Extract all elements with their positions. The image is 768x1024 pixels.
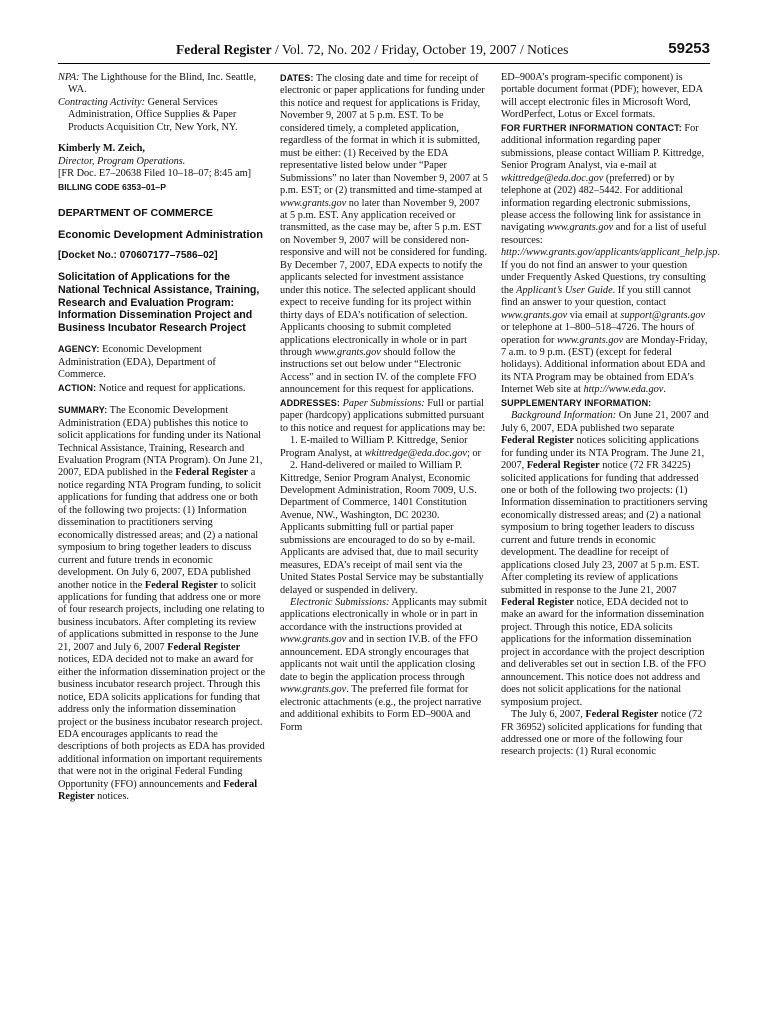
column-3 [501,72,720,759]
docket-number: [Docket No.: 070607177–7586–02] [58,249,218,261]
contact-section: FOR FURTHER INFORMATION CONTACT: For additional information regarding paper submissions, please contact William P. Kittredge, Senior Program Analyst, via e-mail at wkittredge@eda.doc.gov (preferred) or by telephone at (202) 482–5442. For additional information regarding electronic submissions, please access the following link for assistance in navigating www.grants.gov and for a list of useful resources: http://www.grants.gov/applicants/applicant_help.jsp. If you do not find an answer to your question under Frequently Asked Questions, try consulting the Applicant’s User Guide. If you still cannot find an answer to your question, contact www.grants.gov via email at support@grants.gov or telephone at 1–800–518–4726. The hours of operation for www.grants.gov are Monday-Friday, 7 a.m. to 9 p.m. (EST) (except for federal holidays). Additional information about EDA and its NTA Program may be obtained from EDA’s Internet Web site at http://www.eda.gov. [501,122,720,396]
address-item-1: 1. E-mailed to William P. Kittredge, Senior Program Analyst, at wkittredge@eda.doc.gov; or [280,435,481,459]
document-title: Solicitation of Applications for the National Technical Assistance, Training, Research and Evaluation Program: Information Dissemination Project and Business Incubator Research Project [58,271,260,334]
signer-title: Director, Program Operations. [58,155,186,167]
mail-paragraph: Applicants submitting full or partial paper submissions are encouraged to do so by e-mail. Applicants are advised that, due to mail security measures, EDA’s receipt of mail sent via the United States Postal Service may be substantially delayed or suspended in delivery. [280,522,484,596]
column-1 [58,72,266,804]
action-section: ACTION: Notice and request for applications. [58,382,246,394]
page-number: 59253 [668,40,710,57]
signer-name: Kimberly M. Zeich, [58,143,145,155]
agency-section: AGENCY: Economic Development Administration (EDA), Department of Commerce. [58,344,216,381]
addresses-section: ADDRESSES: Paper Submissions: Full or partial paper (hardcopy) applications submitted pursuant to this notice and request for applications may be: [280,397,486,434]
continued-paragraph: ED–900A’s program-specific component) is portable document format (PDF); however, EDA will accept electronic files in Microsoft Word, WordPerfect, Lotus or Excel formats. [501,72,703,121]
contracting-activity: Contracting Activity: General Services Administration, Office Supplies & Paper Products Acquisition Ctr, New York, NY. [58,96,238,133]
dates-section: DATES: The closing date and time for receipt of electronic or paper applications for funding under this notice and request for applications is Friday, November 9, 2007 at 5 p.m. EST. To be considered timely, a completed application, regardless of the format in which it is submitted, must be either: (1) Received by the EDA representative listed below under “Paper Submissions” no later than November 9, 2007 at 5 p.m. EST; or (2) transmitted and time-stamped at www.grants.gov no later than November 9, 2007 at 5 p.m. EST. Any application received or transmitted, as the case may be, after 5 p.m. EST on November 9, 2007 will be considered non-responsive and will not be considered for funding. By December 7, 2007, EDA expects to notify the applicants selected for investment assistance under this notice. The selected applicant should expect to receive funding for its project within thirty days of EDA’s notification of selection. Applicants choosing to submit completed applications electronically in whole or in part through www.grants.gov should follow the instructions set out below under “Electronic Access” and in section IV. of the complete FFO announcement for this request for applications. [280,73,488,396]
issue-info: / Vol. 72, No. 202 / Friday, October 19, 2007 / Notices [271,42,569,57]
fr-doc-line: [FR Doc. E7–20638 Filed 10–18–07; 8:45 am] [58,168,252,180]
running-header [58,40,710,62]
npa-line: NPA: The Lighthouse for the Blind, Inc. Seattle, WA. [58,72,257,96]
electronic-paragraph: Electronic Submissions: Applicants may submit applications electronically in whole or in part in accordance with the instructions provided at www.grants.gov and in section IV.B. of the FFO announcement. EDA strongly encourages that applicants not wait until the application closing date to begin the application process through www.grants.gov. The preferred file format for electronic attachments (e.g., the project narrative and additional exhibits to Form ED–900A and Form [280,597,487,733]
background-paragraph: Background Information: On June 21, 2007 and July 6, 2007, EDA published two separate Federal Register notices soliciting applications for funding under its NTA Program. The June 21, 2007, Federal Register notice (72 FR 34225) solicited applications for funding that addressed one or both of the following two projects: (1) Information dissemination to practitioners serving economically distressed areas; and (2) a national symposium to bring together leaders to discuss current and future trends in economic development. The deadline for receipt of applications closed July 23, 2007 at 5 p.m. EST. After completing its review of applications submitted in response to the June 21, 2007 Federal Register notice, EDA decided not to make an award for the information dissemination project. Through this notice, EDA solicits applications for the information dissemination project in accordance with the project description and deliverables set out in section I.B. of the FFO announcement. This notice does not address and does not solicit applications for the national symposium project. [501,410,709,708]
address-item-2: 2. Hand-delivered or mailed to William P. Kittredge, Senior Program Analyst, Economic Development Administration, Room 7009, U.S. Department of Commerce, 1401 Constitution Avenue, NW., Washington, DC 20230. [280,460,477,521]
publication-name: Federal Register [176,42,272,57]
summary-section: SUMMARY: The Economic Development Administration (EDA) publishes this notice to solicit applications for funding under its National Technical Assistance, Training, Research and Evaluation Program (NTA Program). On June 21, 2007, EDA published in the Federal Register a notice regarding NTA Program funding, to solicit applications for funding that address one or both of the following two projects: (1) Information dissemination to practitioners serving economically distressed areas; and (2) a national symposium to bring together leaders to discuss current and future trends in economic development. On July 6, 2007, EDA published another notice in the Federal Register to solicit applications for funding that address one or more of four research projects, including one relating to business incubators. After completing its review of applications submitted in response to the June 21, 2007 and July 6, 2007 Federal Register notices, EDA decided not to make an award for either the information dissemination project or the business incubator research project. Through this notice, EDA solicits applications for funding that address only the information dissemination project or the business incubator research project. EDA encourages applicants to read the descriptions of both projects as EDA has provided additional information on important requirements that were not in the original Federal Funding Opportunity (FFO) announcements and Federal Register notices. [58,405,266,803]
column-2 [280,72,488,734]
running-title [176,42,568,58]
header-rule [58,63,710,64]
department-heading: DEPARTMENT OF COMMERCE [58,207,213,220]
supplementary-heading: SUPPLEMENTARY INFORMATION: [501,397,652,408]
billing-code: BILLING CODE 6353–01–P [58,181,166,192]
agency-heading: Economic Development Administration [58,228,263,241]
july-notice-paragraph: The July 6, 2007, Federal Register notice (72 FR 36952) solicited applications for funding that addressed one or more of the following four research projects: (1) Rural economic [501,709,703,758]
